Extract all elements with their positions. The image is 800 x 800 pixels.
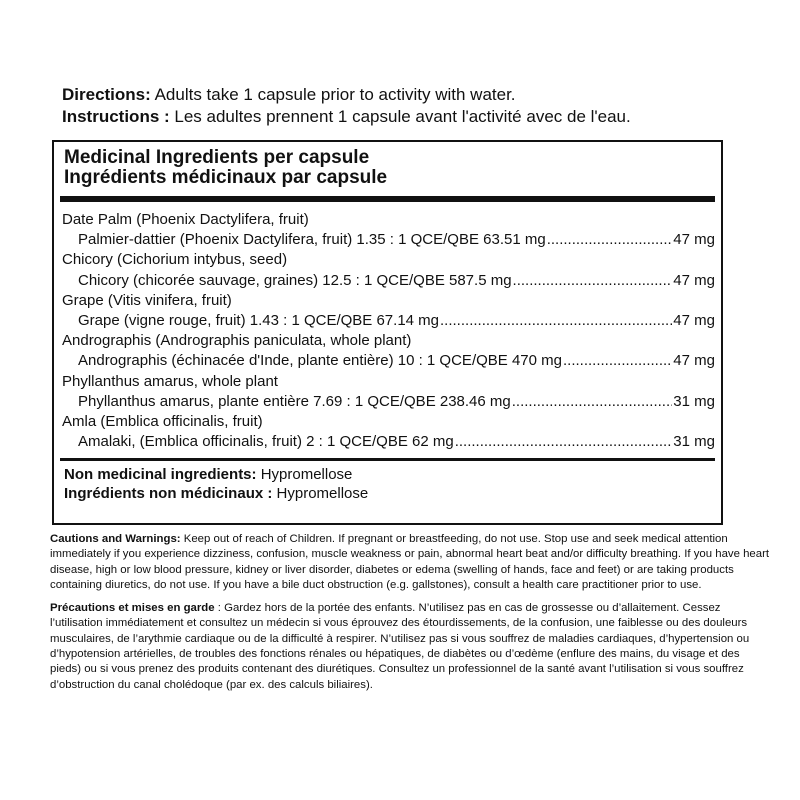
medicinal-title-en: Medicinal Ingredients per capsule [64, 147, 370, 168]
directions-block [62, 84, 762, 128]
ingredient-amount: 47 mg [673, 271, 715, 289]
nonmedicinal-en-text: Hypromellose [256, 466, 353, 484]
cautions-en-text: Keep out of reach of Children. If pregnant or breastfeeding, do not use. Stop use and seek medical attention immediately if you experience dizziness, confusion, muscle weakness or pain, abnormal heart beat and/or difficulty breathing. If you have heart disease, high or low blood pressure, kidney or liver disorder, diabetes or edema (swelling of hands, face and feet) or are taking products containing diuretics, do not use. If you have a bile duct obstruction (e.g. gallstones), consult a health care practitioner prior to use. [50, 533, 770, 591]
ingredient-name: Phyllanthus amarus, whole plant [62, 372, 278, 390]
nonmedicinal-en [64, 465, 711, 484]
nonmedicinal-block [54, 461, 721, 503]
directions-en [62, 84, 762, 106]
leader-dots [440, 311, 672, 331]
medicinal-title-fr: Ingrédients médicinaux par capsule [64, 167, 388, 188]
ingredient-amount: 47 mg [673, 312, 715, 330]
ingredient-item [62, 250, 715, 290]
ingredient-amount: 47 mg [673, 231, 715, 249]
ingredient-detail: Phyllanthus amarus, plante entière 7.69 : 1 QCE/QBE 238.46 mg [78, 392, 511, 410]
cautions-en [50, 532, 770, 593]
leader-dots [513, 271, 673, 291]
ingredient-detail-row [62, 230, 715, 250]
ingredient-detail-row [62, 432, 715, 452]
medicinal-ingredient-list [54, 202, 721, 452]
ingredient-detail: Palmier-dattier (Phoenix Dactylifera, fruit) 1.35 : 1 QCE/QBE 63.51 mg [78, 231, 546, 249]
ingredient-detail-row [62, 351, 715, 371]
ingredient-item [62, 412, 715, 452]
directions-en-label: Directions: [62, 85, 151, 104]
leader-dots [455, 432, 673, 452]
cautions-fr [50, 601, 770, 693]
nonmedicinal-en-label: Non medicinal ingredients: [64, 466, 257, 484]
ingredient-item [62, 291, 715, 331]
ingredient-name: Date Palm (Phoenix Dactylifera, fruit) [62, 211, 309, 228]
cautions-fr-text: : Gardez hors de la portée des enfants. N’utilisez pas en cas de grossesse ou d’allaitement. Cessez l’utilisation immédiatement et consultez un médecin si vous éprouvez des étourdissements, de la confusion, une faiblesse ou des douleurs musculaires, de l’arythmie cardiaque ou de la difficulté à respirer. N’utilisez pas si vous souffrez de maladies cardiaques, d’hypertension ou d’hypotension artérielles, de troubles des fonctions rénales ou hépatiques, de diabètes ou d’œdème (enflure des mains, du visage et des pieds) ou si vous prenez des produits contenant des diurétiques. Consultez un professionnel de la santé avant l’utilisation si vous souffrez d’obstruction du canal cholédoque (par ex. des calculs biliaires). [50, 602, 750, 691]
ingredient-detail-row [62, 392, 715, 412]
ingredient-item [62, 372, 715, 412]
nonmedicinal-fr [64, 484, 711, 503]
cautions-en-label: Cautions and Warnings: [50, 533, 181, 545]
ingredient-detail: Amalaki, (Emblica officinalis, fruit) 2 : 1 QCE/QBE 62 mg [78, 433, 454, 451]
ingredient-name: Andrographis (Andrographis paniculata, whole plant) [62, 332, 412, 350]
ingredient-item [62, 210, 715, 250]
ingredient-name: Grape (Vitis vinifera, fruit) [62, 291, 232, 309]
medicinal-heading [54, 142, 721, 196]
directions-fr-text: Les adultes prennent 1 capsule avant l'activité avec de l'eau. [169, 107, 631, 126]
ingredient-name: Chicory (Cichorium intybus, seed) [62, 251, 288, 269]
ingredient-detail: Grape (vigne rouge, fruit) 1.43 : 1 QCE/QBE 67.14 mg [78, 312, 440, 330]
directions-fr-label: Instructions : [62, 107, 170, 126]
nonmedicinal-fr-label: Ingrédients non médicinaux : [64, 485, 273, 503]
ingredient-amount: 47 mg [673, 352, 715, 370]
nonmedicinal-fr-text: Hypromellose [272, 485, 369, 503]
leader-dots [547, 230, 673, 250]
ingredient-name: Amla (Emblica officinalis, fruit) [62, 413, 263, 431]
ingredients-box [52, 140, 723, 525]
cautions-fr-label: Précautions et mises en garde [50, 602, 215, 615]
ingredient-detail-row [62, 311, 715, 331]
ingredient-detail: Chicory (chicorée sauvage, graines) 12.5 : 1 QCE/QBE 587.5 mg [78, 271, 512, 289]
ingredient-amount: 31 mg [673, 433, 715, 451]
leader-dots [563, 351, 672, 371]
leader-dots [512, 392, 673, 412]
ingredient-amount: 31 mg [673, 392, 715, 410]
directions-en-text: Adults take 1 capsule prior to activity with water. [150, 85, 516, 104]
ingredient-detail-row [62, 271, 715, 291]
ingredient-detail: Andrographis (échinacée d'Inde, plante entière) 10 : 1 QCE/QBE 470 mg [78, 352, 562, 370]
directions-fr [62, 106, 762, 128]
cautions-block [50, 532, 770, 701]
ingredient-item [62, 331, 715, 371]
